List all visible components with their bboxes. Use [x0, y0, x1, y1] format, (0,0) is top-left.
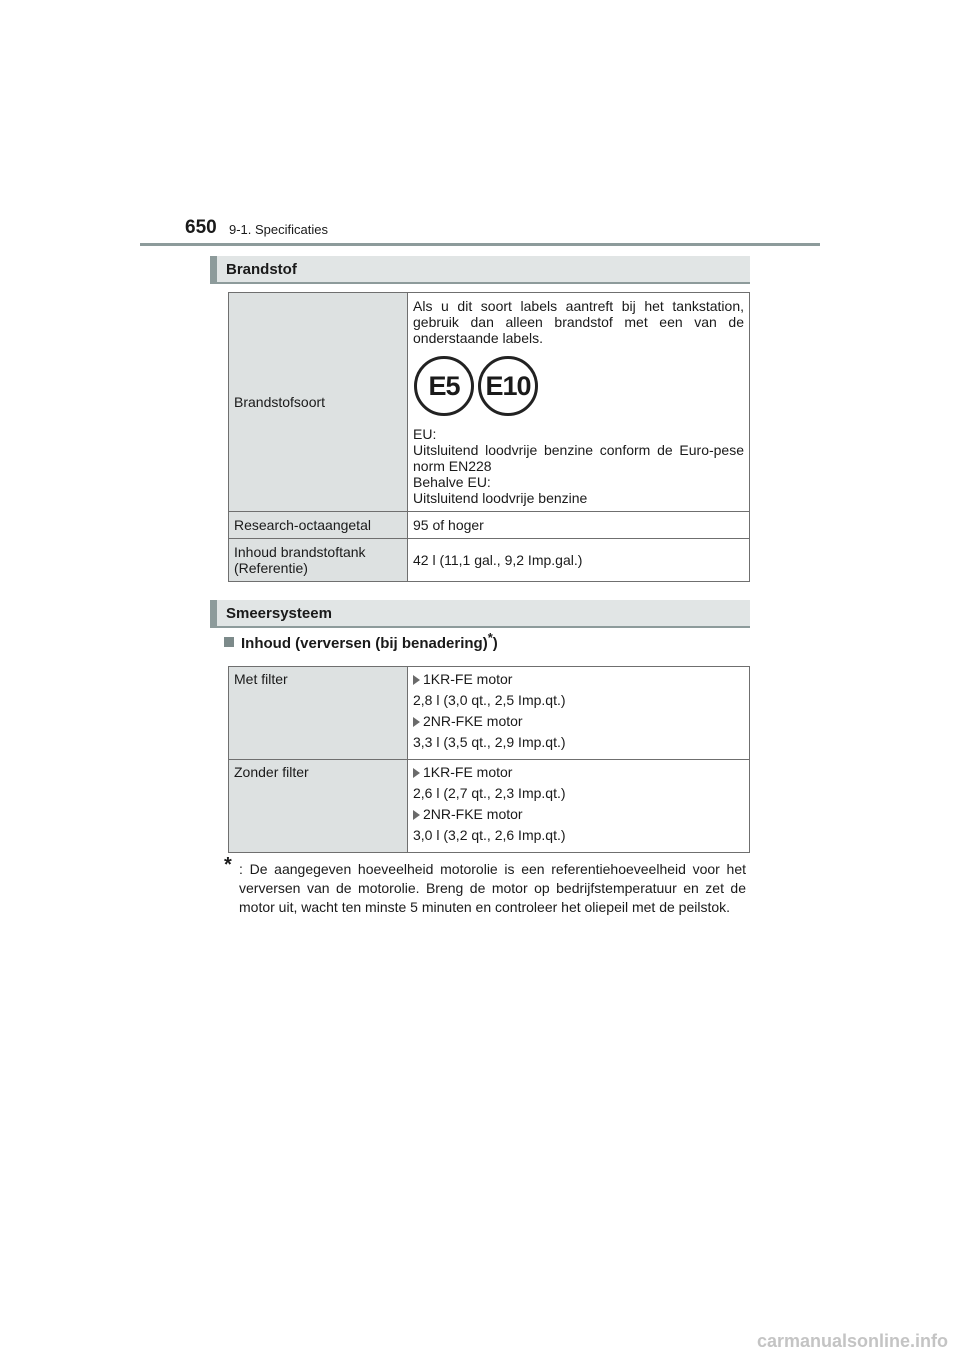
- heading-close: ): [492, 635, 498, 652]
- oil-capacity-table: [228, 666, 750, 853]
- capacity-line: 3,0 l (3,2 qt., 2,6 Imp.qt.): [413, 827, 566, 843]
- footnote: [224, 854, 746, 917]
- with-filter-label: Met filter: [229, 667, 408, 760]
- oil-capacity-heading: [224, 630, 498, 652]
- triangle-bullet-icon: [413, 768, 420, 778]
- engine-name: 2NR-FKE motor: [423, 713, 523, 729]
- engine-line: [413, 764, 744, 780]
- table-row: [229, 512, 750, 539]
- fuel-type-intro: Als u dit soort labels aantreft bij het tankstation, gebruik dan alleen brandstof met een van de onderstaande labels.: [413, 298, 744, 346]
- fuel-type-label: Brandstofsoort: [229, 293, 408, 512]
- table-row: [229, 293, 750, 512]
- footnote-text: : De aangegeven hoeveelheid motorolie is een referentiehoeveelheid voor het verversen van de motorolie. Breng de motor op bedrijfstemperatuur en zet de motor uit, wacht ten minste 5 minuten en controleer het oliepeil met de peilstok.: [239, 861, 746, 915]
- capacity-line: 3,3 l (3,5 qt., 2,9 Imp.qt.): [413, 734, 566, 750]
- fuel-badge-e10: E10: [478, 356, 538, 416]
- engine-name: 2NR-FKE motor: [423, 806, 523, 822]
- triangle-bullet-icon: [413, 717, 420, 727]
- eu-text: Uitsluitend loodvrije benzine conform de Euro-pese norm EN228: [413, 442, 744, 474]
- footnote-mark: *: [487, 630, 493, 645]
- section-title-fuel: Brandstof: [226, 261, 297, 278]
- oil-capacity-heading-text: Inhoud (verversen (bij benadering): [241, 635, 488, 652]
- engine-name: 1KR-FE motor: [423, 671, 513, 687]
- engine-line: [413, 671, 744, 687]
- fuel-label-badges: [414, 356, 744, 416]
- tank-label-line1: Inhoud brandstoftank: [234, 544, 366, 560]
- non-eu-label: Behalve EU:: [413, 474, 491, 490]
- engine-name: 1KR-FE motor: [423, 764, 513, 780]
- engine-line: [413, 806, 744, 822]
- tank-value: 42 l (11,1 gal., 9,2 Imp.gal.): [408, 539, 750, 582]
- chapter-title: 9-1. Specificaties: [229, 222, 328, 237]
- without-filter-label: Zonder filter: [229, 760, 408, 853]
- triangle-bullet-icon: [413, 675, 420, 685]
- non-eu-text: Uitsluitend loodvrije benzine: [413, 490, 588, 506]
- octane-label: Research-octaangetal: [229, 512, 408, 539]
- section-heading-lubrication: [210, 600, 750, 628]
- tank-label: [229, 539, 408, 582]
- square-bullet-icon: [224, 637, 234, 647]
- tank-label-line2: (Referentie): [234, 560, 308, 576]
- table-row: [229, 539, 750, 582]
- table-row: [229, 760, 750, 853]
- engine-line: [413, 713, 744, 729]
- with-filter-values: [408, 667, 750, 760]
- fuel-badge-e5: E5: [414, 356, 474, 416]
- triangle-bullet-icon: [413, 810, 420, 820]
- eu-label: EU:: [413, 426, 437, 442]
- fuel-table: [228, 292, 750, 582]
- section-heading-fuel: [210, 256, 750, 284]
- table-row: [229, 667, 750, 760]
- section-title-lubrication: Smeersysteem: [226, 605, 332, 622]
- watermark: carmanualsonline.info: [756, 1331, 948, 1351]
- header-rule: [140, 243, 820, 246]
- footnote-star: *: [224, 854, 232, 876]
- fuel-type-cell: [408, 293, 750, 512]
- page-number: 650: [185, 217, 217, 238]
- octane-value: 95 of hoger: [408, 512, 750, 539]
- capacity-line: 2,8 l (3,0 qt., 2,5 Imp.qt.): [413, 692, 566, 708]
- capacity-line: 2,6 l (2,7 qt., 2,3 Imp.qt.): [413, 785, 566, 801]
- without-filter-values: [408, 760, 750, 853]
